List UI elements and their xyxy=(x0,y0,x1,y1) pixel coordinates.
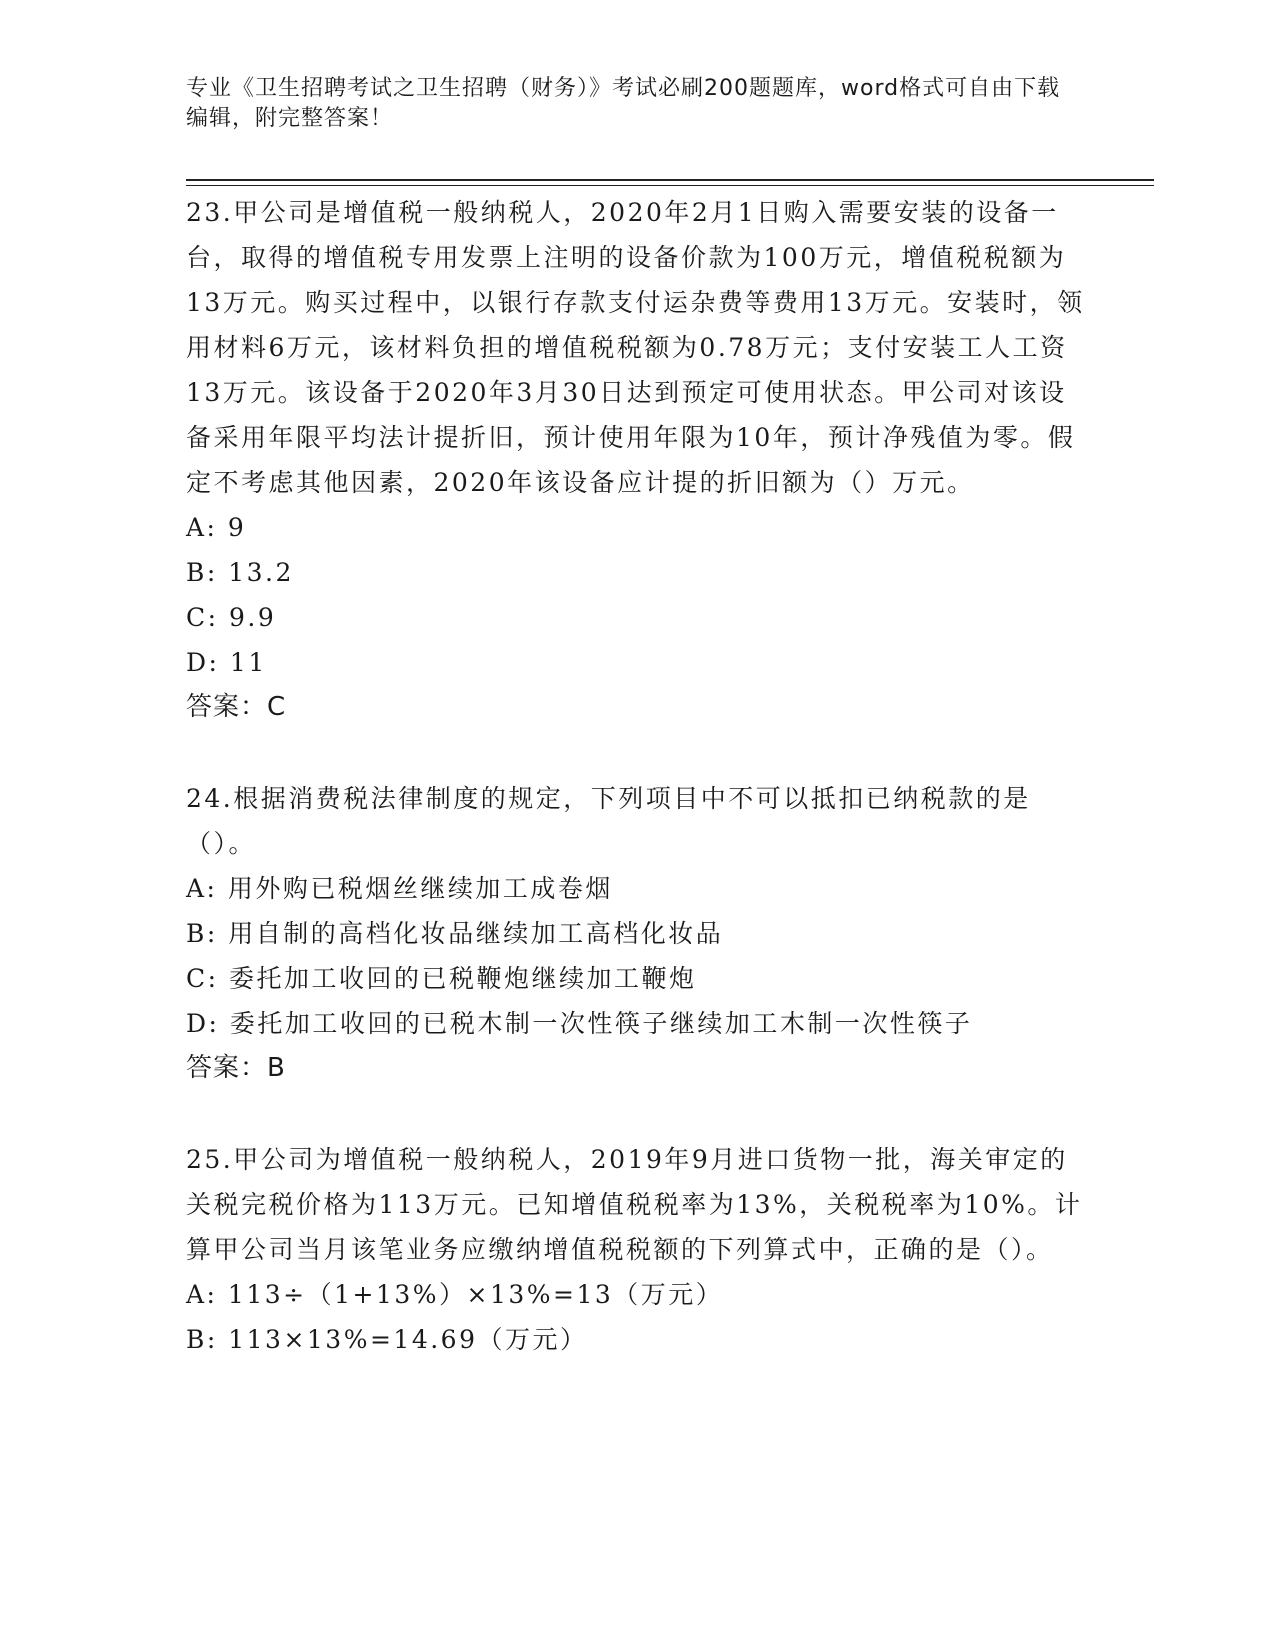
document-header-title: 专业《卫生招聘考试之卫生招聘（财务）》考试必刷200题题库，word格式可自由下载编辑，附完整答案！ xyxy=(186,76,1061,131)
option-b: B: 113×13%=14.69（万元） xyxy=(186,1325,588,1354)
answer-label: 答案：B xyxy=(186,1053,286,1083)
option-a: A: 用外购已税烟丝继续加工成卷烟 xyxy=(186,874,613,903)
option-a: A: 113÷（1+13%）×13%=13（万元） xyxy=(186,1280,724,1309)
option-d: D: 11 xyxy=(186,648,267,677)
question-stem: 25.甲公司为增值税一般纳税人，2019年9月进口货物一批，海关审定的关税完税价格为113万元。已知增值税税率为13%，关税税率为10%。计算甲公司当月该笔业务应缴纳增值税税额的下列算式中，正确的是（）。 xyxy=(186,1145,1083,1264)
option-d: D: 委托加工收回的已税木制一次性筷子继续加工木制一次性筷子 xyxy=(186,1009,973,1038)
answer-label: 答案：C xyxy=(186,692,287,722)
header-divider-thin xyxy=(186,185,1154,186)
option-a: A: 9 xyxy=(186,513,247,542)
option-c: C: 委托加工收回的已税鞭炮继续加工鞭炮 xyxy=(186,964,697,993)
question-23 xyxy=(186,190,1086,730)
question-list xyxy=(186,190,1086,1362)
question-25 xyxy=(186,1137,1086,1362)
option-b: B: 用自制的高档化妆品继续加工高档化妆品 xyxy=(186,919,724,948)
question-stem: 24.根据消费税法律制度的规定，下列项目中不可以抵扣已纳税款的是（）。 xyxy=(186,784,1031,858)
option-c: C: 9.9 xyxy=(186,603,277,632)
question-stem: 23.甲公司是增值税一般纳税人，2020年2月1日购入需要安装的设备一台，取得的增值税专用发票上注明的设备价款为100万元，增值税税额为13万元。购买过程中，以银行存款支付运杂费等费用13万元。安装时，领用材料6万元，该材料负担的增值税税额为0.78万元；支付安装工人工资13万元。该设备于2020年3月30日达到预定可使用状态。甲公司对该设备采用年限平均法计提折旧，预计使用年限为10年，预计净残值为零。假定不考虑其他因素，2020年该设备应计提的折旧额为（）万元。 xyxy=(186,198,1085,497)
option-b: B: 13.2 xyxy=(186,558,294,587)
header-divider-thick xyxy=(186,179,1154,181)
question-24 xyxy=(186,776,1086,1091)
